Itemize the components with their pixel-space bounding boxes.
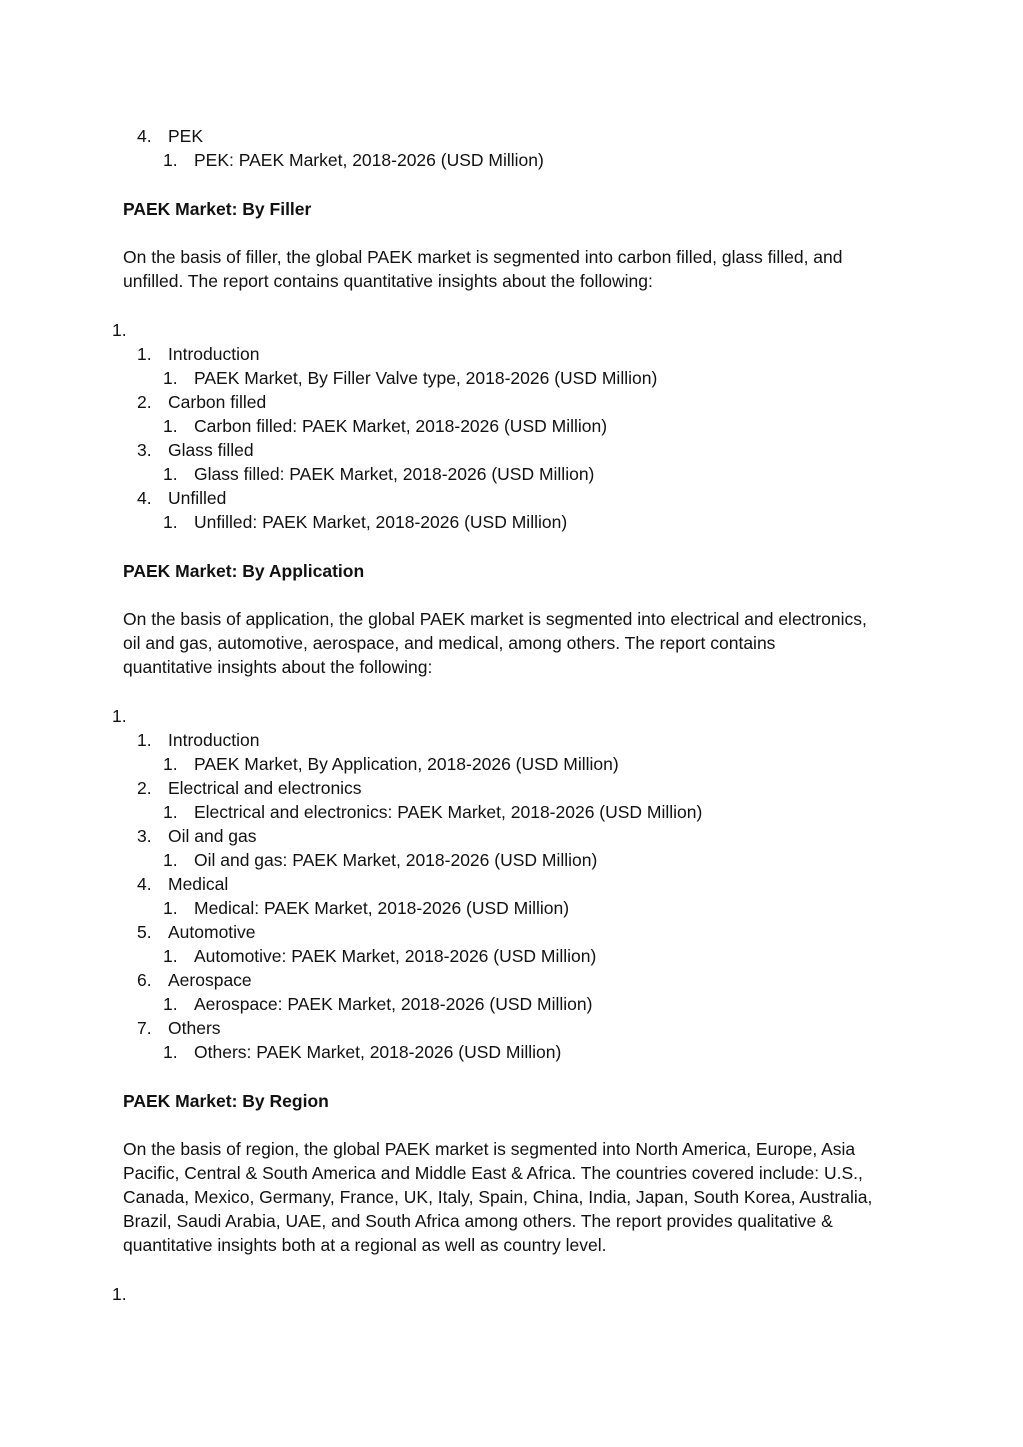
paragraph-line: quantitative insights about the following: [123,657,433,677]
list-number: 3. [137,826,152,846]
list-marker: 1. [112,1284,127,1304]
list-number: 1. [137,344,152,364]
list-item: Carbon filled [168,392,267,412]
sublist-number: 1. [163,150,178,170]
paragraph-line: Canada, Mexico, Germany, France, UK, Italy, Spain, China, India, Japan, South Korea, Australia, [123,1187,873,1207]
sublist-item: Aerospace: PAEK Market, 2018-2026 (USD Million) [194,994,593,1014]
sublist-item-pek: PEK: PAEK Market, 2018-2026 (USD Million) [194,150,544,170]
list-number: 7. [137,1018,152,1038]
list-number: 4. [137,488,152,508]
list-item: Unfilled [168,488,227,508]
paragraph-line: Pacific, Central & South America and Middle East & Africa. The countries covered include: U.S., [123,1163,863,1183]
list-item: Medical [168,874,229,894]
paragraph-line: unfilled. The report contains quantitative insights about the following: [123,271,653,291]
sublist-number: 1. [163,898,178,918]
sublist-number: 1. [163,368,178,388]
paragraph-line: On the basis of application, the global PAEK market is segmented into electrical and electronics, [123,609,867,629]
paragraph-line: quantitative insights both at a regional as well as country level. [123,1235,607,1255]
list-number: 6. [137,970,152,990]
paragraph-line: On the basis of filler, the global PAEK market is segmented into carbon filled, glass filled, and [123,247,843,267]
sublist-item: Medical: PAEK Market, 2018-2026 (USD Million) [194,898,570,918]
sublist-number: 1. [163,802,178,822]
sublist-number: 1. [163,754,178,774]
list-item: Others [168,1018,221,1038]
list-item: Oil and gas [168,826,257,846]
paragraph-line: On the basis of region, the global PAEK market is segmented into North America, Europe, Asia [123,1139,856,1159]
sublist-item: Electrical and electronics: PAEK Market, 2018-2026 (USD Million) [194,802,703,822]
list-item: Electrical and electronics [168,778,362,798]
sublist-number: 1. [163,850,178,870]
list-number: 2. [137,392,152,412]
sublist-item: Unfilled: PAEK Market, 2018-2026 (USD Million) [194,512,568,532]
section-heading-application: PAEK Market: By Application [123,561,365,581]
list-marker: 1. [112,320,127,340]
list-marker: 1. [112,706,127,726]
paragraph-line: oil and gas, automotive, aerospace, and medical, among others. The report contains [123,633,776,653]
list-number: 4. [137,126,152,146]
list-number: 4. [137,874,152,894]
list-item-pek: PEK [168,126,204,146]
sublist-number: 1. [163,994,178,1014]
list-item: Automotive [168,922,256,942]
list-item: Aerospace [168,970,252,990]
list-number: 5. [137,922,152,942]
sublist-item: Automotive: PAEK Market, 2018-2026 (USD Million) [194,946,597,966]
sublist-item: Oil and gas: PAEK Market, 2018-2026 (USD Million) [194,850,598,870]
sublist-number: 1. [163,464,178,484]
sublist-item: PAEK Market, By Filler Valve type, 2018-2026 (USD Million) [194,368,658,388]
list-item: Introduction [168,730,260,750]
sublist-number: 1. [163,512,178,532]
paragraph-line: Brazil, Saudi Arabia, UAE, and South Africa among others. The report provides qualitative & [123,1211,833,1231]
section-heading-filler: PAEK Market: By Filler [123,199,312,219]
list-number: 2. [137,778,152,798]
list-item: Introduction [168,344,260,364]
sublist-item: Others: PAEK Market, 2018-2026 (USD Million) [194,1042,562,1062]
list-item: Glass filled [168,440,254,460]
sublist-item: Carbon filled: PAEK Market, 2018-2026 (USD Million) [194,416,608,436]
sublist-number: 1. [163,1042,178,1062]
sublist-item: PAEK Market, By Application, 2018-2026 (USD Million) [194,754,619,774]
list-number: 1. [137,730,152,750]
sublist-number: 1. [163,416,178,436]
section-heading-region: PAEK Market: By Region [123,1091,329,1111]
list-number: 3. [137,440,152,460]
sublist-item: Glass filled: PAEK Market, 2018-2026 (USD Million) [194,464,595,484]
sublist-number: 1. [163,946,178,966]
